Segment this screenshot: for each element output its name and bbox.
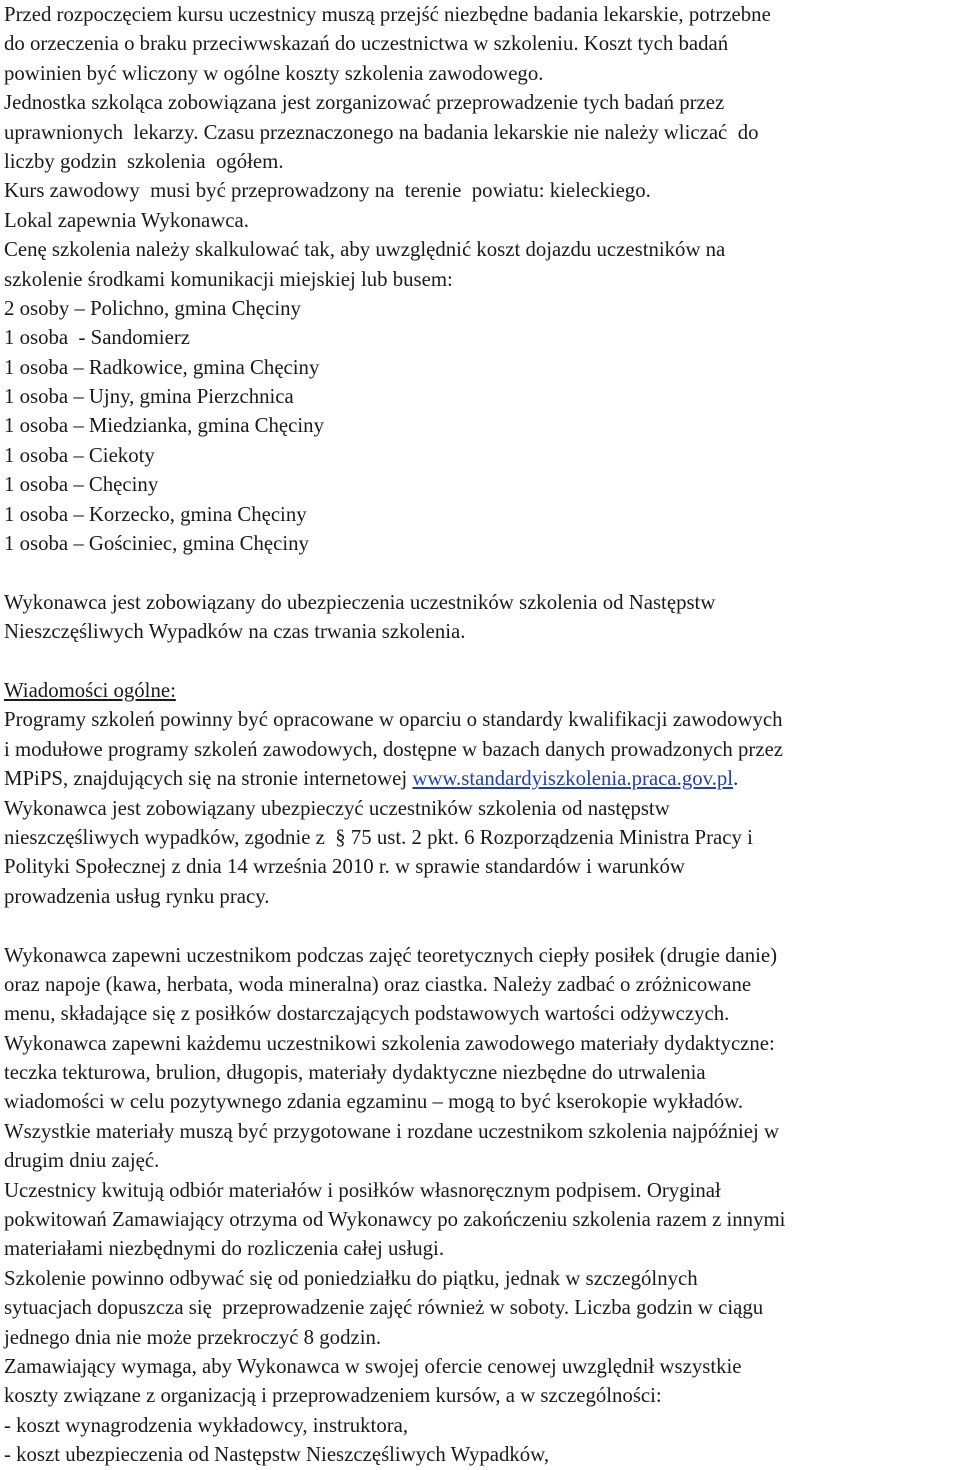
text-line: Uczestnicy kwitują odbiór materiałów i posiłków własnoręcznym podpisem. Oryginał bbox=[4, 1178, 721, 1202]
text-line: Wykonawca jest zobowiązany do ubezpieczenia uczestników szkolenia od Następstw bbox=[4, 590, 716, 614]
list-item: 1 osoba – Korzecko, gmina Chęciny bbox=[4, 502, 307, 526]
text-line: prowadzenia usług rynku pracy. bbox=[4, 884, 270, 908]
text-line: powinien być wliczony w ogólne koszty szkolenia zawodowego. bbox=[4, 61, 544, 85]
list-item: 1 osoba – Gościniec, gmina Chęciny bbox=[4, 532, 309, 556]
text-line: drugim dniu zajęć. bbox=[4, 1149, 160, 1173]
text-line: do orzeczenia o braku przeciwwskazań do uczestnictwa w szkoleniu. Koszt tych badań bbox=[4, 32, 729, 56]
text-line: sytuacjach dopuszcza się przeprowadzenie zajęć również w soboty. Liczba godzin w ciągu bbox=[4, 1296, 764, 1320]
text-line: Wszystkie materiały muszą być przygotowane i rozdane uczestnikom szkolenia najpóźniej w bbox=[4, 1119, 779, 1143]
text-line: pokwitowań Zamawiający otrzyma od Wykonawcy po zakończeniu szkolenia razem z innymi bbox=[4, 1208, 786, 1232]
list-item: 1 osoba – Chęciny bbox=[4, 473, 159, 497]
spacer bbox=[4, 558, 958, 587]
locations-list bbox=[4, 294, 958, 559]
text-line: Nieszczęśliwych Wypadków na czas trwania szkolenia. bbox=[4, 620, 466, 644]
text-line: teczka tekturowa, brulion, długopis, materiały dydaktyczne niezbędne do utrwalenia bbox=[4, 1061, 706, 1085]
text-line: - koszt wynagrodzenia wykładowcy, instruktora, bbox=[4, 1413, 409, 1437]
spacer bbox=[4, 647, 958, 676]
standards-website-link[interactable]: www.standardyiszkolenia.praca.gov.pl bbox=[412, 767, 734, 791]
text-line: Wykonawca zapewni każdemu uczestnikowi szkolenia zawodowego materiały dydaktyczne: bbox=[4, 1031, 775, 1055]
paragraph-insurance bbox=[4, 588, 958, 647]
list-item: 2 osoby – Polichno, gmina Chęciny bbox=[4, 296, 301, 320]
text-line: koszty związane z organizacją i przeprowadzeniem kursów, a w szczególności: bbox=[4, 1384, 662, 1408]
list-item: 1 osoba – Ujny, gmina Pierzchnica bbox=[4, 385, 294, 409]
link-prefix: MPiPS, znajdujących się na stronie internetowej bbox=[4, 767, 413, 791]
text-line: nieszczęśliwych wypadków, zgodnie z § 75 ust. 2 pkt. 6 Rozporządzenia Ministra Pracy i bbox=[4, 825, 753, 849]
text-line: Programy szkoleń powinny być opracowane w oparciu o standardy kwalifikacji zawodowych bbox=[4, 708, 783, 732]
text-line: liczby godzin szkolenia ogółem. bbox=[4, 149, 284, 173]
paragraph-requirements bbox=[4, 0, 958, 294]
list-item: 1 osoba – Radkowice, gmina Chęciny bbox=[4, 355, 320, 379]
text-line: Przed rozpoczęciem kursu uczestnicy muszą przejść niezbędne badania lekarskie, potrzebne bbox=[4, 3, 771, 26]
list-item: 1 osoba - Sandomierz bbox=[4, 326, 190, 350]
document-page bbox=[4, 0, 958, 1470]
list-item: 1 osoba – Miedzianka, gmina Chęciny bbox=[4, 414, 324, 438]
text-line: - koszt ubezpieczenia od Następstw Nieszczęśliwych Wypadków, bbox=[4, 1443, 550, 1467]
text-line: Zamawiający wymaga, aby Wykonawca w swojej ofercie cenowej uwzględnił wszystkie bbox=[4, 1354, 742, 1378]
text-line: menu, składające się z posiłków dostarczających podstawowych wartości odżywczych. bbox=[4, 1002, 730, 1026]
text-line-with-link bbox=[4, 764, 958, 793]
text-line: Cenę szkolenia należy skalkulować tak, aby uwzględnić koszt dojazdu uczestników na bbox=[4, 238, 726, 262]
text-line: Wykonawca jest zobowiązany ubezpieczyć uczestników szkolenia od następstw bbox=[4, 796, 670, 820]
text-line: Kurs zawodowy musi być przeprowadzony na terenie powiatu: kieleckiego. bbox=[4, 179, 651, 203]
text-line: Jednostka szkoląca zobowiązana jest zorganizować przeprowadzenie tych badań przez bbox=[4, 91, 725, 115]
text-line: wiadomości w celu pozytywnego zdania egzaminu – mogą to być kserokopie wykładów. bbox=[4, 1090, 744, 1114]
text-line: szkolenie środkami komunikacji miejskiej lub busem: bbox=[4, 267, 453, 291]
section-general-info bbox=[4, 676, 958, 911]
text-line: Szkolenie powinno odbywać się od poniedziałku do piątku, jednak w szczególnych bbox=[4, 1266, 698, 1290]
link-suffix: . bbox=[733, 767, 739, 791]
text-line: jednego dnia nie może przekroczyć 8 godzin. bbox=[4, 1325, 382, 1349]
paragraph-catering-materials bbox=[4, 941, 958, 1470]
text-line: uprawnionych lekarzy. Czasu przeznaczonego na badania lekarskie nie należy wliczać do bbox=[4, 120, 759, 144]
section-heading: Wiadomości ogólne: bbox=[4, 678, 176, 702]
text-line: i modułowe programy szkoleń zawodowych, dostępne w bazach danych prowadzonych przez bbox=[4, 737, 784, 761]
list-item: 1 osoba – Ciekoty bbox=[4, 443, 155, 467]
text-line: materiałami niezbędnymi do rozliczenia całej usługi. bbox=[4, 1237, 445, 1261]
spacer bbox=[4, 911, 958, 940]
text-line: Lokal zapewnia Wykonawca. bbox=[4, 208, 249, 232]
text-line: Wykonawca zapewni uczestnikom podczas zajęć teoretycznych ciepły posiłek (drugie danie) bbox=[4, 943, 778, 967]
text-line: Polityki Społecznej z dnia 14 września 2010 r. w sprawie standardów i warunków bbox=[4, 855, 685, 879]
text-line: oraz napoje (kawa, herbata, woda mineralna) oraz ciastka. Należy zadbać o zróżnicowane bbox=[4, 972, 752, 996]
